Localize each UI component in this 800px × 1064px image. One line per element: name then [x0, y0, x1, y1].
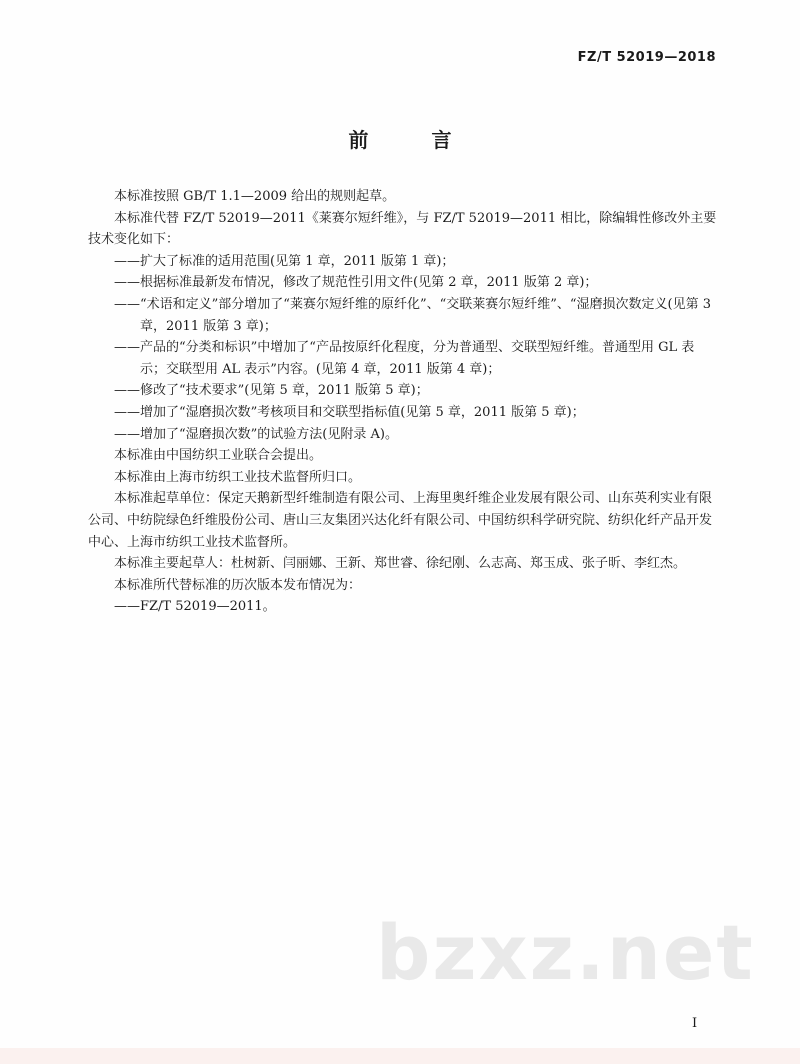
change-item: ——修改了“技术要求”(见第 5 章，2011 版第 5 章)；: [114, 383, 429, 399]
paragraph-drafting-units: 本标准起草单位：保定天鹅新型纤维制造有限公司、上海里奥纤维企业发展有限公司、山东英利实业有限公司、中纺院绿色纤维股份公司、唐山三友集团兴达化纤有限公司、中国纺织科学研究院、纺织化纤产品开发中心、上海市纺织工业技术监督所。: [88, 491, 713, 550]
page-bottom-edge: [0, 1048, 800, 1064]
paragraph-proposed-by: 本标准由中国纺织工业联合会提出。: [114, 448, 323, 464]
paragraph-managed-by: 本标准由上海市纺织工业技术监督所归口。: [114, 469, 362, 485]
history-item: ——FZ/T 52019—2011。: [114, 599, 276, 615]
change-item: ——产品的“分类和标识”中增加了“产品按原纤化程度，分为普通型、交联型短纤维。普通型用 GL 表示；交联型用 AL 表示”内容。(见第 4 章，2011 版第 4 章)；: [114, 340, 695, 377]
page-number: I: [692, 1016, 698, 1031]
change-item: ——“术语和定义”部分增加了“莱赛尔短纤维的原纤化”、“交联莱赛尔短纤维”、“湿磨损次数定义(见第 3 章，2011 版第 3 章)；: [114, 296, 711, 334]
paragraph-drafting-rules: 本标准按照 GB/T 1.1—2009 给出的规则起草。: [114, 189, 396, 204]
watermark: bzxz.net: [376, 908, 755, 997]
change-item: ——根据标准最新发布情况，修改了规范性引用文件(见第 2 章，2011 版第 2 章)；: [114, 275, 598, 291]
standard-number: FZ/T 52019—2018: [577, 50, 716, 65]
change-item: ——增加了“湿磨损次数”的试验方法(见附录 A)。: [114, 426, 398, 442]
change-item: ——扩大了标准的适用范围(见第 1 章，2011 版第 1 章)；: [114, 253, 455, 269]
page-title: 前 言: [348, 128, 480, 152]
paragraph-replaces: 本标准代替 FZ/T 52019—2011《莱赛尔短纤维》，与 FZ/T 52019—2011 相比，除编辑性修改外主要技术变化如下：: [88, 210, 717, 248]
foreword-body: [88, 186, 720, 618]
change-item: ——增加了“湿磨损次数”考核项目和交联型指标值(见第 5 章，2011 版第 5 章)；: [114, 404, 585, 420]
paragraph-history: 本标准所代替标准的历次版本发布情况为：: [114, 577, 362, 593]
paragraph-drafters: 本标准主要起草人：杜树新、闫丽娜、王新、郑世睿、徐纪刚、么志高、郑玉成、张子昕、李红杰。: [114, 556, 687, 572]
